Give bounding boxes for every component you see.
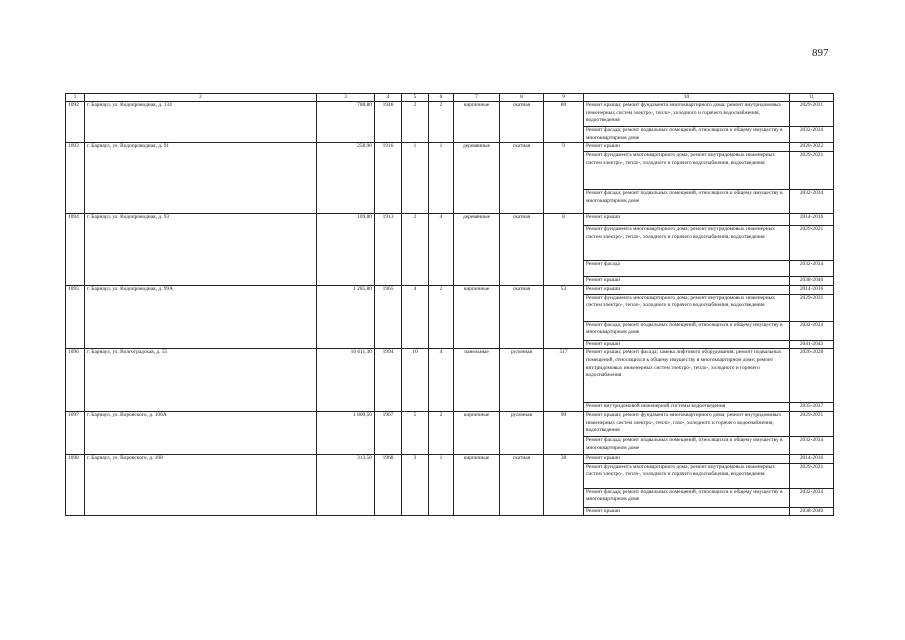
repair-work-description: Ремонт фундамента многоквартирного дома; ремонт внутридомовых инженерных систем электро-, тепло-, холодного и горячего водоснабжения, водоотведения (584, 294, 790, 321)
repair-work-description: Ремонт фасада (584, 261, 790, 277)
column-number: 2 (85, 94, 317, 102)
building-floors: 10 (402, 349, 429, 412)
table-row (66, 102, 834, 127)
repair-work-description: Ремонт внутридомовой инженерной системы водоотведения (584, 403, 790, 412)
building-area: 10 611,30 (317, 349, 375, 412)
building-floors: 3 (402, 454, 429, 515)
building-area: 313,50 (317, 454, 375, 515)
building-roof-type: скатная (500, 214, 544, 286)
repair-work-description: Ремонт крыши (584, 286, 790, 295)
table-row (66, 143, 834, 152)
building-number: 1096 (66, 349, 85, 412)
building-wall-material: кирпичные (454, 102, 500, 143)
repair-period: 2032-2034 (790, 190, 834, 214)
repair-period: 2035-2037 (790, 403, 834, 412)
building-roof-type: рулонная (500, 349, 544, 412)
building-wall-material: кирпичные (454, 454, 500, 515)
column-number: 1 (66, 94, 85, 102)
repair-period: 2029-2031 (790, 411, 834, 436)
building-number: 1093 (66, 143, 85, 214)
building-entrances: 2 (429, 286, 454, 349)
table-row (66, 411, 834, 436)
building-address: г. Барнаул, ул. Водопроводная, д. 93 (85, 214, 317, 286)
repair-work-description: Ремонт крыши (584, 214, 790, 226)
building-apartments: 9 (544, 143, 584, 214)
building-year: 1916 (375, 143, 402, 214)
building-area: 1 285,80 (317, 286, 375, 349)
building-year: 1913 (375, 214, 402, 286)
building-floors: 1 (402, 143, 429, 214)
repair-work-description: Ремонт фасада; ремонт подвальных помещений, относящихся к общему имуществу в многоквартирном доме (584, 127, 790, 143)
column-number: 4 (375, 94, 402, 102)
column-number-row (66, 94, 834, 102)
column-number: 11 (790, 94, 834, 102)
repair-schedule-table (65, 93, 834, 516)
building-address: г. Барнаул, ул. Водопроводная, д. 91 (85, 143, 317, 214)
building-entrances: 1 (429, 454, 454, 515)
building-roof-type: скатная (500, 286, 544, 349)
repair-period: 2032-2034 (790, 127, 834, 143)
column-number: 5 (402, 94, 429, 102)
repair-work-description: Ремонт фундамента многоквартирного дома; ремонт внутридомовых инженерных систем электро-, тепло-, холодного и горячего водоснабжения, водоотведения (584, 463, 790, 488)
building-area: 788,80 (317, 102, 375, 143)
repair-work-description: Ремонт крыши (584, 507, 790, 516)
building-address: г. Барнаул, ул. Волгоградская, д. 55 (85, 349, 317, 412)
building-wall-material: панельные (454, 349, 500, 412)
column-number: 3 (317, 94, 375, 102)
building-entrances: 4 (429, 214, 454, 286)
table-row (66, 214, 834, 226)
repair-work-description: Ремонт фасада; ремонт подвальных помещений, относящихся к общему имуществу в многоквартирном доме (584, 190, 790, 214)
building-number: 1092 (66, 102, 85, 143)
building-address: г. Барнаул, ул. Воровского, д. 106А (85, 411, 317, 454)
repair-period: 2032-2034 (790, 488, 834, 507)
repair-period: 2032-2034 (790, 261, 834, 277)
repair-period: 2014-2016 (790, 214, 834, 226)
repair-period: 2032-2034 (790, 436, 834, 454)
table-header (66, 94, 834, 102)
building-wall-material: деревянные (454, 143, 500, 214)
repair-period: 2038-2040 (790, 507, 834, 516)
repair-period: 2038-2040 (790, 277, 834, 286)
building-number: 1097 (66, 411, 85, 454)
repair-period: 2041-2043 (790, 340, 834, 349)
building-wall-material: деревянные (454, 214, 500, 286)
building-entrances: 2 (429, 411, 454, 454)
repair-work-description: Ремонт крыши; ремонт фундамента многоквартирного дома; ремонт внутридомовых инженерных систем электро-, тепло-, холодного и горячего водоснабжения, водоотведения (584, 102, 790, 127)
building-year: 1968 (375, 454, 402, 515)
repair-work-description: Ремонт крыши; ремонт фундамента многоквартирного дома; ремонт внутридомовых инженерных систем электро-, тепло-, газо-, холодного и горячего водоснабжения, водоотведения (584, 411, 790, 436)
building-apartments: 517 (544, 349, 584, 412)
building-apartments: 8 (544, 214, 584, 286)
building-address: г. Барнаул, ул. Воровского, д. 108 (85, 454, 317, 515)
building-year: 1946 (375, 102, 402, 143)
table-row (66, 286, 834, 295)
column-number: 10 (584, 94, 790, 102)
repair-period: 2029-2031 (790, 152, 834, 190)
repair-work-description: Ремонт крыши (584, 340, 790, 349)
building-floors: 2 (402, 214, 429, 286)
building-wall-material: кирпичные (454, 411, 500, 454)
column-number: 6 (429, 94, 454, 102)
column-number: 7 (454, 94, 500, 102)
column-number: 8 (500, 94, 544, 102)
building-floors: 2 (402, 102, 429, 143)
column-number: 9 (544, 94, 584, 102)
building-floors: 4 (402, 286, 429, 349)
building-apartments: 90 (544, 411, 584, 454)
building-floors: 5 (402, 411, 429, 454)
building-entrances: 2 (429, 102, 454, 143)
repair-period: 2029-2031 (790, 463, 834, 488)
repair-work-description: Ремонт крыши (584, 277, 790, 286)
repair-work-description: Ремонт фасада; ремонт подвальных помещений, относящихся к общему имуществу в многоквартирном доме (584, 321, 790, 340)
table-row (66, 454, 834, 463)
building-wall-material: кирпичные (454, 286, 500, 349)
building-year: 1965 (375, 286, 402, 349)
building-apartments: 53 (544, 286, 584, 349)
repair-period: 2029-2031 (790, 102, 834, 127)
building-address: г. Барнаул, ул. Водопроводная, д. 134 (85, 102, 317, 143)
building-roof-type: скатная (500, 102, 544, 143)
building-year: 1967 (375, 411, 402, 454)
building-address: г. Барнаул, ул. Водопроводная, д. 99А (85, 286, 317, 349)
repair-work-description: Ремонт фундамента многоквартирного дома; ремонт внутридомовых инженерных систем электро-, тепло-, холодного и горячего водоснабжения, водоотведения (584, 152, 790, 190)
building-area: 1 800,50 (317, 411, 375, 454)
building-roof-type: скатная (500, 454, 544, 515)
repair-work-description: Ремонт фасада; ремонт подвальных помещений, относящихся к общему имуществу в многоквартирном доме (584, 436, 790, 454)
building-entrances: 4 (429, 349, 454, 412)
repair-period: 2029-2031 (790, 226, 834, 261)
building-area: 109,80 (317, 214, 375, 286)
page-number: 897 (812, 47, 829, 59)
building-roof-type: скатная (500, 143, 544, 214)
repair-period: 2032-2034 (790, 321, 834, 340)
building-area: 258,90 (317, 143, 375, 214)
building-roof-type: рулонная (500, 411, 544, 454)
repair-work-description: Ремонт фундамента многоквартирного дома; ремонт внутридомовых инженерных систем электро-, тепло-, холодного и горячего водоснабжения, водоотведения (584, 226, 790, 261)
repair-work-description: Ремонт крыши (584, 143, 790, 152)
building-year: 1994 (375, 349, 402, 412)
repair-work-description: Ремонт крыши; ремонт фасада; замена лифтового оборудования; ремонт подвальных помещений, относящихся к общему имуществу в многоквартирном доме; ремонт внутридомовых инженерных систем электро-, тепло-, холодного и горячего водоснабжения (584, 349, 790, 403)
building-number: 1098 (66, 454, 85, 515)
building-number: 1095 (66, 286, 85, 349)
building-apartments: 38 (544, 454, 584, 515)
table-body (66, 102, 834, 516)
repair-period: 2020-2022 (790, 143, 834, 152)
repair-work-description: Ремонт фасада; ремонт подвальных помещений, относящихся к общему имуществу в многоквартирном доме (584, 488, 790, 507)
repair-period: 2014-2016 (790, 454, 834, 463)
repair-period: 2014-2016 (790, 286, 834, 295)
repair-period: 2026-2028 (790, 349, 834, 403)
building-apartments: 80 (544, 102, 584, 143)
building-entrances: 1 (429, 143, 454, 214)
repair-work-description: Ремонт крыши (584, 454, 790, 463)
building-number: 1094 (66, 214, 85, 286)
repair-period: 2029-2031 (790, 294, 834, 321)
table-row (66, 349, 834, 403)
